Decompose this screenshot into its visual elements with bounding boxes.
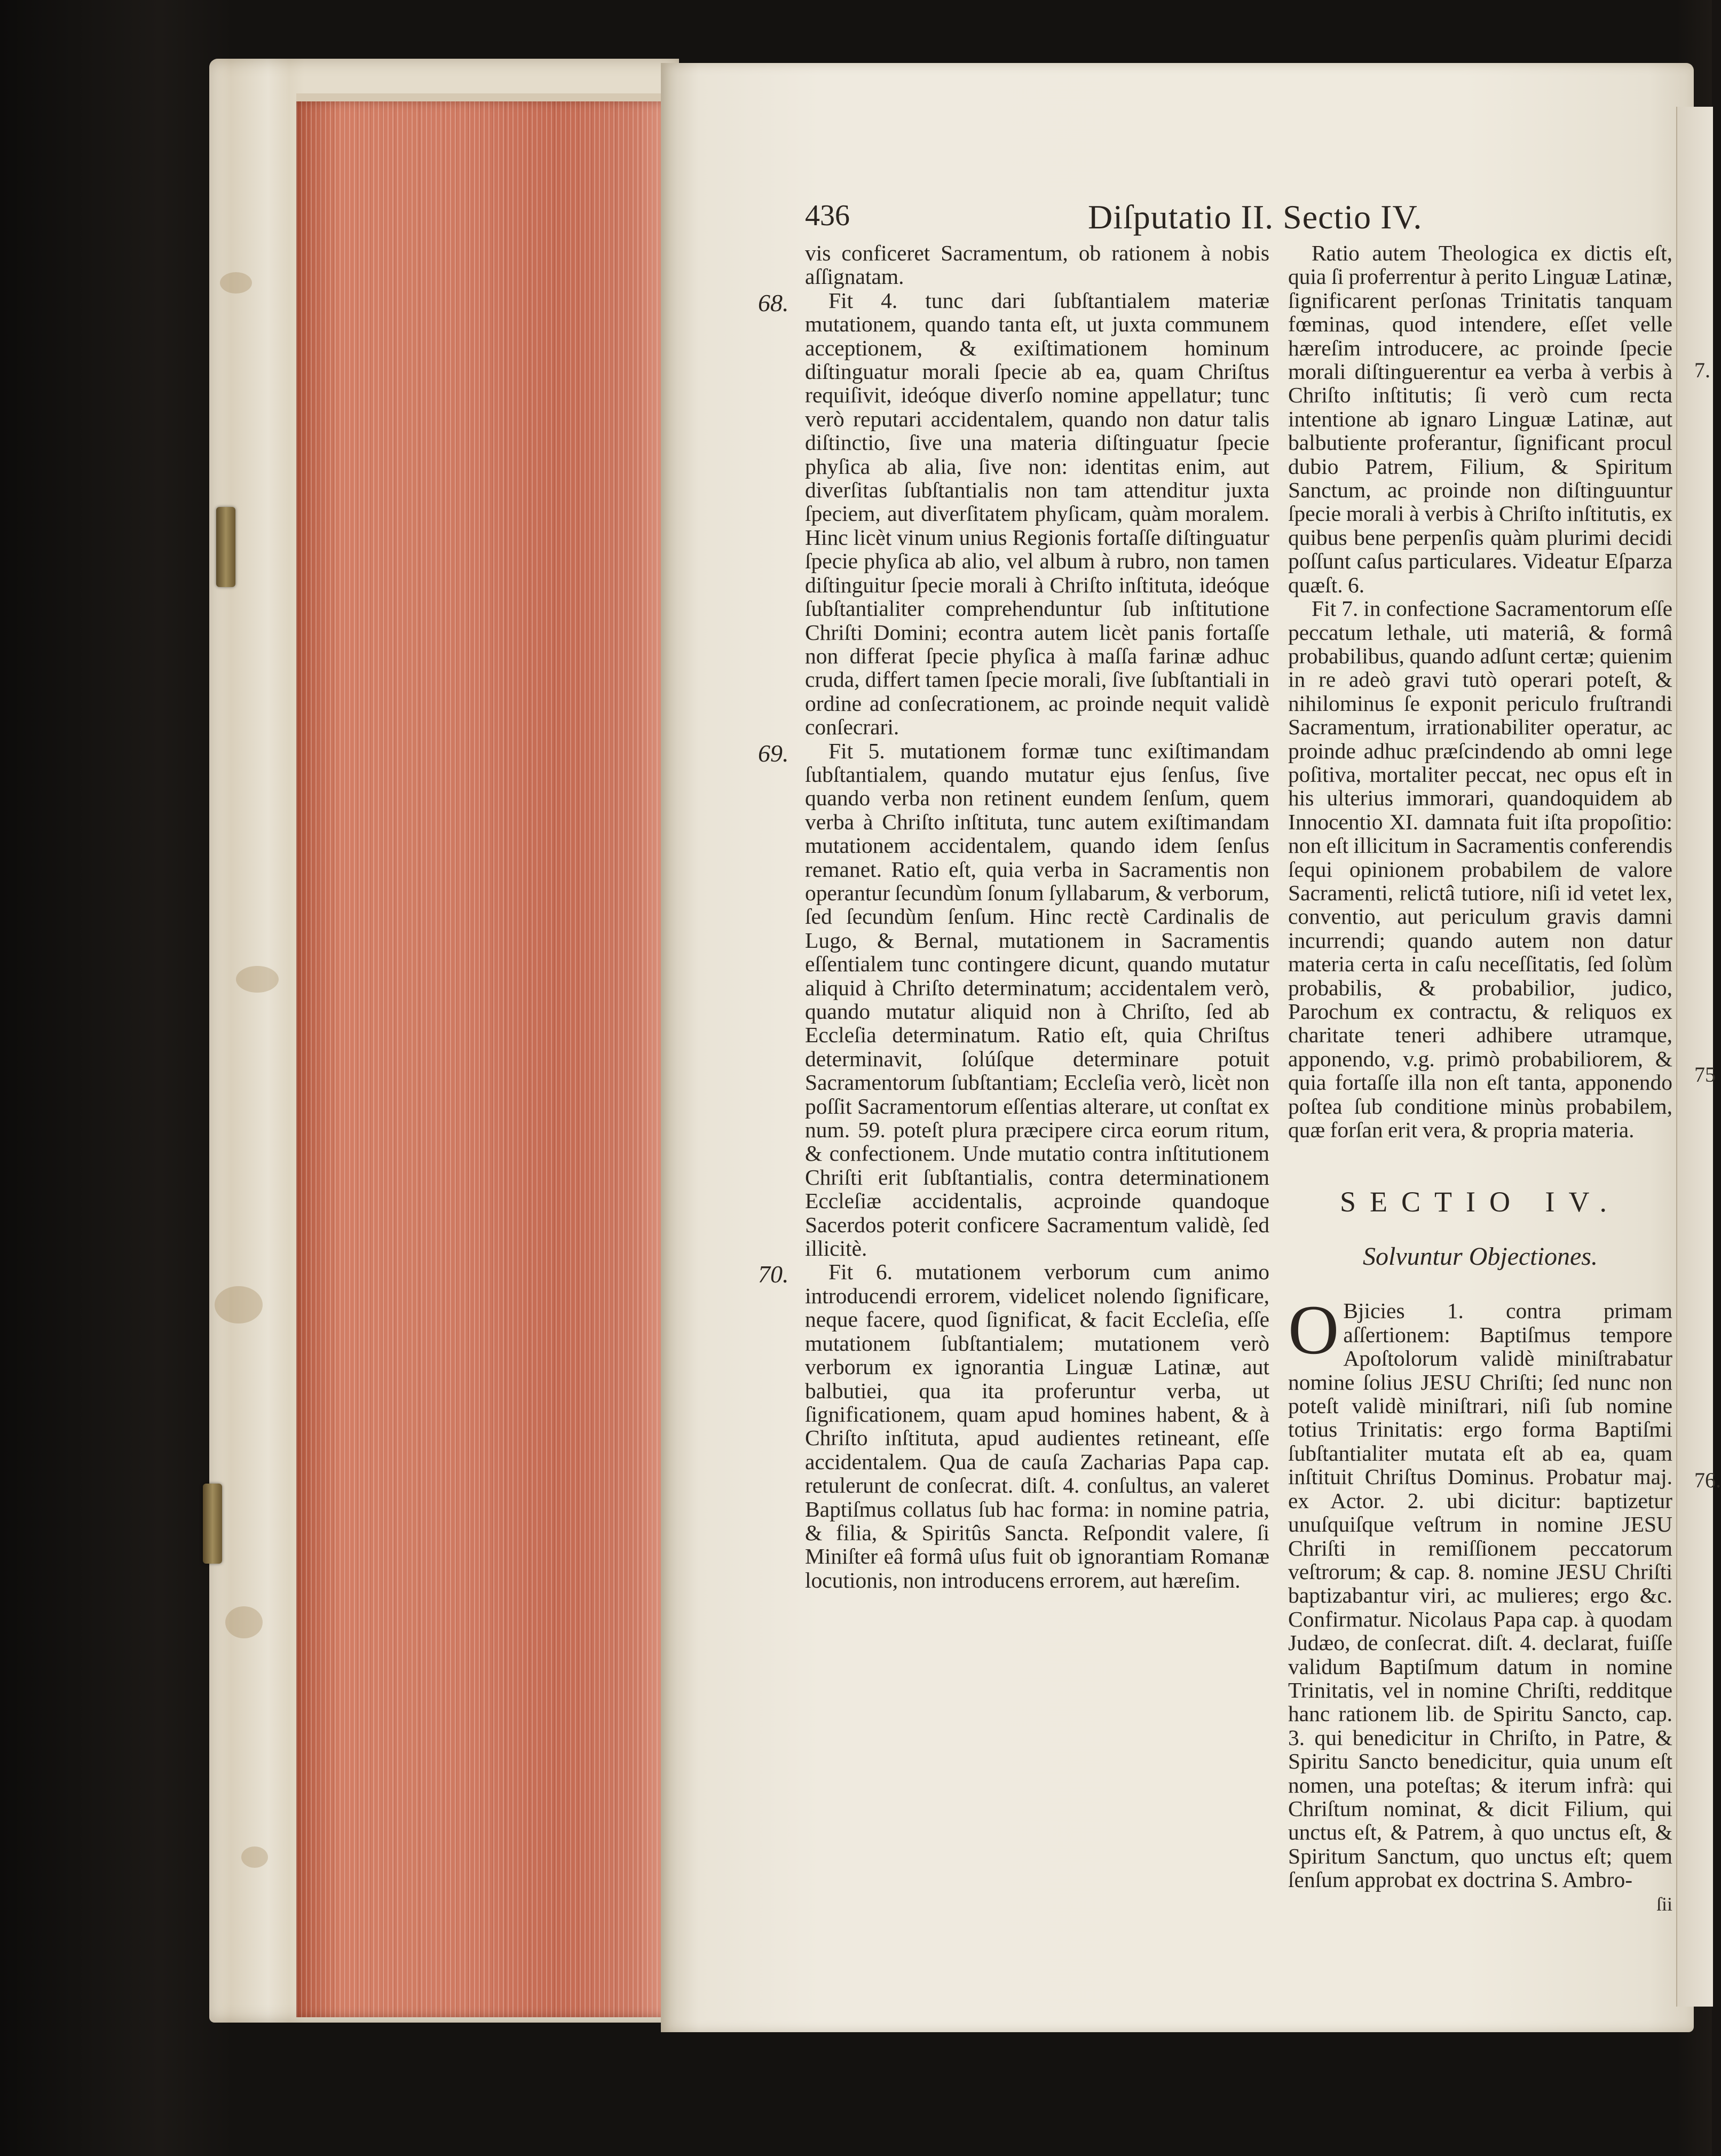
right-column [1288,241,1672,1915]
paragraph: Fit 4. tunc dari ſubſtantialem materiæ mutationem, quando tanta eſt, ut juxta communem acceptionem, & exiſtimationem hominum diſtinguatur morali ſpecie ab ea, quam Chriſtus requiſivit, ideóque diverſo nomine appellatur; tunc verò reputari accidentalem, quando non datur talis diſtinctio, ſive una materia diſtinguatur ſpecie phyſica ab alia, ſive non: identitas enim, aut diverſitas ſubſtantialis non tam attenditur juxta ſpeciem, aut diverſitatem phyſicam, quàm moralem. Hinc licèt vinum unius Regionis fortaſſe diſtinguatur ſpecie phyſica ab alio, vel album à rubro, non tamen diſtinguitur ſpecie morali à Chriſto inſtituta, ideóque ſubſtantialiter comprehenduntur ſub inſtitutione Chriſti Domini; econtra autem licèt panis fortaſſe non differat ſpecie phyſica à maſſa farinæ adhuc cruda, differt tamen ſpecie morali, ſive ſubſtantiali in ordine ad conſecrationem, ac proinde nequit validè conſecrari. [805,288,1269,740]
paragraph: vis conficeret Sacramentum, ob rationem à nobis aſſignatam. [805,241,1269,289]
section-subtitle: Solvuntur Objectiones. [1363,1242,1598,1271]
paragraph: Fit 5. mutationem formæ tunc exiſtimandam ſubſtantialem, quando mutatur ejus ſenſus, ſive quando verba non retinent eundem ſenſum, quem verba à Chriſto inſtituta, tunc autem exiſtimandam mutationem accidentalem, quando idem ſenſus remanet. Ratio eſt, quia verba in Sacramentis non operantur ſecundùm ſonum ſyllabarum, & verborum, ſed ſecundùm ſenſum. Hinc rectè Cardinalis de Lugo, & Bernal, mutationem in Sacramentis eſſentialem tunc contingere dicunt, quando mutatur aliquid à Chriſto determinatum; accidentalem verò, quando mutatur aliquid non à Chriſto, ſed ab Eccleſia determinatum. Ratio eſt, quia Chriſtus determinavit, ſolúſque determinare potuit Sacramentorum ſubſtantiam; Eccleſia verò, licèt non poſſit Sacramentorum eſſentias alterare, ut conſtat ex num. 59. poteſt plura præcipere circa eorum ritum, & confectionem. Unde mutatio contra inſtitutionem Chriſti erit ſubſtantialis, contra determinationem Eccleſiæ accidentalis, acproinde quandoque Sacerdos poterit conficere Sacramentum validè, ſed illicitè. [805,738,1269,1261]
page-number: 436 [805,199,850,232]
facing-page-margin [1694,107,1721,1921]
facing-margin-number: 76. [1694,1468,1721,1492]
section-heading: SECTIO IV. [1339,1186,1621,1218]
catchword: ſii [1656,1893,1672,1915]
facing-margin-number: 7. [1694,358,1710,382]
margin-number: 70. [758,1261,789,1288]
drop-cap: O [1288,1290,1339,1369]
objection-paragraph [1288,1290,1672,1892]
facing-margin-number: 75 [1694,1063,1716,1087]
paragraph: Bjicies 1. contra primam aſſertionem: Baptiſmus tempore Apoſtolorum validè miniſtrabatur nomine ſolius JESU Chriſti; ſed nunc non poteſt validè miniſtrari, niſi ſub nomine totius Trinitatis: ergo forma Baptiſmi ſubſtantialiter mutata eſt ab ea, quam inſtituit Chriſtus Dominus. Probatur maj. ex Actor. 2. ubi dicitur: baptizetur unuſquiſque veſtrum in nomine JESU Chriſti in remiſſionem peccatorum veſtrorum; & cap. 8. nomine JESU Chriſti baptizabantur viri, ac mulieres; ergo &c. Confirmatur. Nicolaus Papa cap. à quodam Judæo, de conſecrat. diſt. 4. declarat, fuiſſe validum Baptiſmum datum in nomine Trinitatis, vel in nomine Chriſti, redditque hanc rationem lib. de Spiritu Sancto, cap. 3. qui benedicitur in Chriſto, in Patre, & Spiritu Sancto benedicitur, quia unum eſt nomen, una poteſtas; & iterum infrà: qui Chriſtum nominat, & dicit Filium, qui unctus eſt, & Patrem, à quo unctus eſt, & Spiritum Sanctum, quo unctus eſt; quem ſenſum approbat ex doctrina S. Ambro- [1288,1298,1672,1892]
clasp-hinge-lower [203,1484,222,1564]
margin-number: 68. [758,289,789,316]
margin-number: 69. [758,739,789,767]
red-page-edges [296,101,670,2017]
clasp-hinge-upper [216,507,235,587]
paragraph: Fit 7. in confectione Sacramentorum eſſe peccatum lethale, uti materiâ, & formâ probabilibus, quando adſunt certæ; quienim in re adeò gravi tutò operari poteſt, & nihilominus ſe exponit periculo fruſtrandi Sacramentum, irrationabiliter operatur, ac proinde adhuc præſcindendo ab omni lege poſitiva, mortaliter peccat, nec opus eſt in his ulterius immorari, quandoquidem ab Innocentio XI. damnata fuit iſta propoſitio: non eſt illicitum in Sacramentis conferendis ſequi opinionem probabilem de valore Sacramenti, relictâ tutiore, niſi id vetet lex, conventio, aut periculum gravis damni incurrendi; quando autem non datur materia certa in caſu neceſſitatis, ſed ſolùm probabilis, & probabilior, judico, Parochum ex contractu, & reliquos ex charitate teneri adhibere utramque, apponendo, v.g. primò probabiliorem, & quia fortaſſe illa non eſt tanta, apponendo poſtea ſub conditione minùs probabilem, quæ forſan erit vera, & propria materia. [1288,596,1672,1143]
paragraph: Ratio autem Theologica ex dictis eſt, quia ſi proferrentur à perito Linguæ Latinæ, ſignificarent perſonas Trinitatis tanquam fœminas, quod intendere, eſſet velle hæreſim introducere, ac proinde ſpecie morali diſtinguerentur ea verba à verbis à Chriſto inſtitutis; ſi verò cum recta intentione ab ignaro Linguæ Latinæ, aut balbutiente proferantur, ſignificant procul dubio Patrem, Filium, & Spiritum Sanctum, ac proinde non diſtinguuntur ſpecie morali à verbis à Chriſto inſtitutis, ex quibus bene perpenſis quàm plurimi decidi poſſunt caſus particulares. Videatur Eſparza quæſt. 6. [1288,241,1672,597]
left-column [758,241,1269,1592]
paragraph: Fit 6. mutationem verborum cum animo introducendi errorem, videlicet nolendo ſignificare, neque facere, quod ſignificat, & facit Eccleſia, eſſe mutationem ſubſtantialem; mutationem verò verborum ex ignorantia Linguæ Latinæ, aut balbutiei, qua ita proferuntur verba, ut ſignificationem, quam apud homines habent, & à Chriſto inſtituta, apud audientes retineant, eſſe accidentalem. Qua de cauſa Zacharias Papa cap. retulerunt de conſecrat. diſt. 4. conſultus, an valeret Baptiſmus collatus ſub hac forma: in nomine patria, & filia, & Spiritûs Sancta. Reſpondit valere, ſi Miniſter eâ formâ uſus fuit ob ignorantiam Romanæ locutionis, non introducens errorem, aut hæreſim. [805,1259,1269,1592]
running-title: Diſputatio II. Sectio IV. [1088,198,1423,236]
running-head [805,197,1680,240]
